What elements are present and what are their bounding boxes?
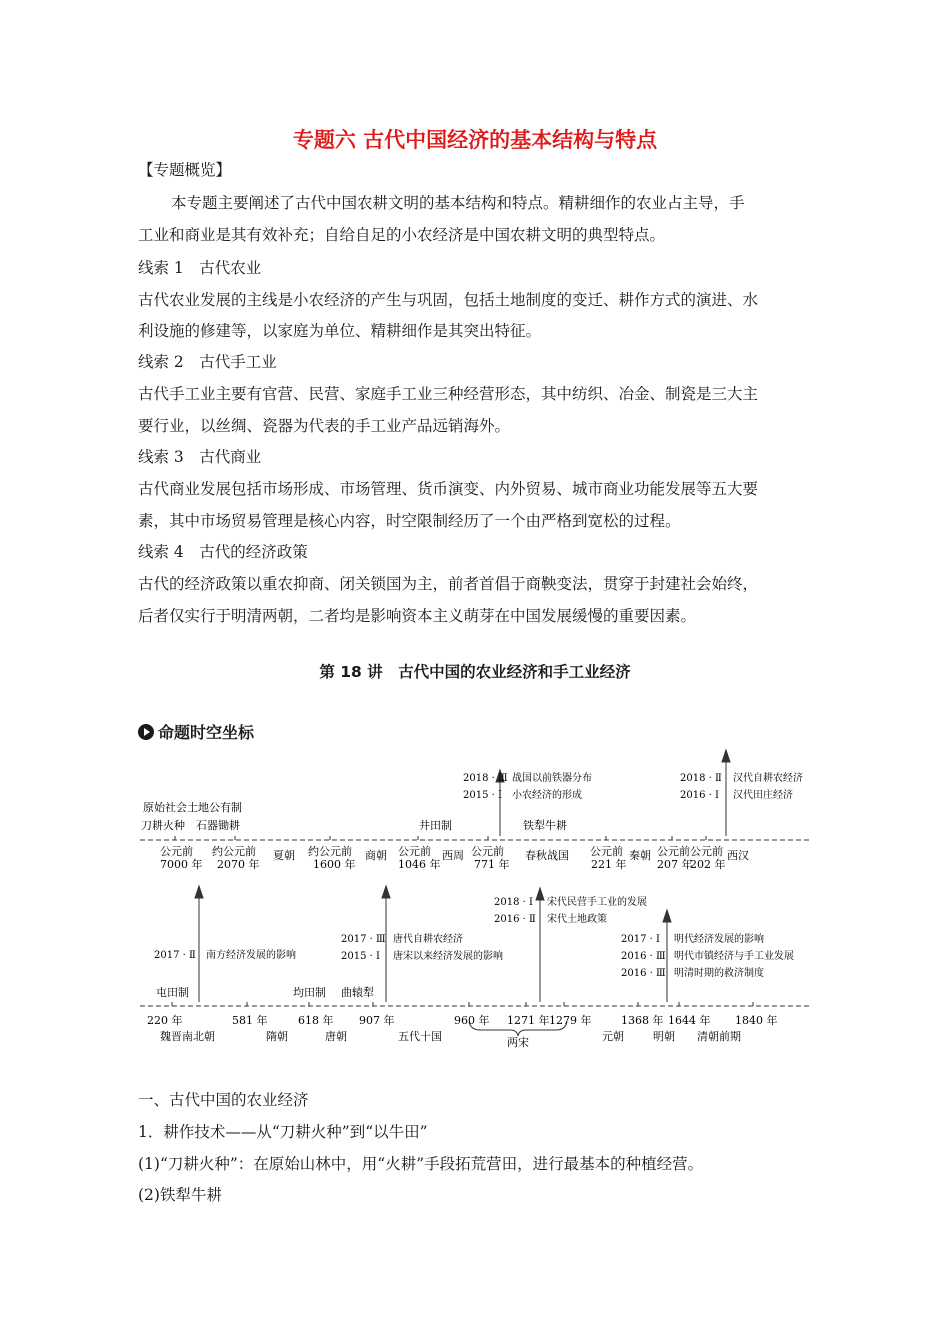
tl1-jingtian: 井田制 [419,819,452,832]
tl1-e1-text2: 小农经济的形成 [512,790,582,801]
tl2-label: 五代十国 [398,1030,442,1043]
tl2-e4-year2: 2016 · Ⅲ [621,951,666,962]
tl2-label: 1271 年 [507,1014,550,1027]
tl1-tieli: 铁犁牛耕 [523,819,567,832]
tl1-e2-text2: 汉代田庄经济 [733,790,793,801]
clue-2-title: 线索 2 古代手工业 [138,353,277,371]
tl1-label: 221 年 [591,858,627,871]
tl1-label: 西汉 [727,849,749,862]
section-item-1-1: (1)“刀耕火种”：在原始山林中，用“火耕”手段拓荒营田，进行最基本的种植经营。 [138,1155,704,1173]
tl2-e3-text1: 宋代民营手工业的发展 [547,897,647,908]
tl1-label: 约公元前 [308,845,352,858]
tl1-label: 1600 年 [313,858,356,871]
overview-intro-line-1: 本专题主要阐述了古代中国农耕文明的基本结构和特点。精耕细作的农业占主导，手 [171,194,745,212]
tl1-label: 公元前 [471,845,504,858]
tl2-label: 1644 年 [668,1014,711,1027]
timeline-diagram [0,740,950,1060]
clue-3-line-1: 古代商业发展包括市场形成、市场管理、货币演变、内外贸易、城市商业功能发展等五大要 [138,480,759,498]
tl2-label: 唐朝 [325,1030,347,1043]
tl2-tuntian: 屯田制 [156,986,189,999]
tl2-e4-year1: 2017 · Ⅰ [621,934,660,945]
tl2-e4-text2: 明代市镇经济与手工业发展 [674,951,794,962]
tl2-quyuanli: 曲辕犁 [341,986,374,999]
tl2-label: 618 年 [298,1014,334,1027]
clue-4-line-2: 后者仅实行于明清两朝，二者均是影响资本主义萌芽在中国发展缓慢的重要因素。 [138,607,697,625]
tl1-e2-year2: 2016 · Ⅰ [680,790,719,801]
clue-1-line-2: 利设施的修建等，以家庭为单位、精耕细作是其突出特征。 [138,322,542,340]
tl2-e2-year1: 2017 · Ⅲ [341,934,386,945]
tl2-label: 两宋 [507,1036,529,1049]
clue-4-title: 线索 4 古代的经济政策 [138,543,308,561]
tl2-e3-text2: 宋代土地政策 [547,914,607,925]
tl1-e2-year1: 2018 · Ⅱ [680,773,722,784]
tl1-label: 207 年 [657,858,693,871]
tl2-label: 隋朝 [266,1030,288,1043]
tl1-label: 秦朝 [629,849,651,862]
tl1-daogeng: 刀耕火种 [141,819,185,832]
tl2-e2-year2: 2015 · Ⅰ [341,951,380,962]
play-circle-icon [138,724,154,740]
tl2-label: 581 年 [232,1014,268,1027]
tl2-e1-text: 南方经济发展的影响 [206,950,296,961]
clue-2-line-1: 古代手工业主要有官营、民营、家庭手工业三种经营形态，其中纺织、冶金、制瓷是三大主 [138,385,759,403]
tl1-label: 7000 年 [160,858,203,871]
section-item-1-2: (2)铁犁牛耕 [138,1186,222,1204]
tl1-label: 公元前 [690,845,723,858]
tl2-e3-year1: 2018 · Ⅰ [494,897,533,908]
tl2-e2-text2: 唐宋以来经济发展的影响 [393,951,503,962]
overview-heading: 【专题概览】 [138,161,232,179]
tl1-yuanshi: 原始社会土地公有制 [143,801,242,814]
tl1-label: 1046 年 [398,858,441,871]
tl2-label: 220 年 [147,1014,183,1027]
tl1-label: 公元前 [160,845,193,858]
tl1-label: 公元前 [398,845,431,858]
tl2-label: 1279 年 [549,1014,592,1027]
clue-3-line-2: 素，其中市场贸易管理是核心内容，时空限制经历了一个由严格到宽松的过程。 [138,512,681,530]
tl2-label: 明朝 [653,1030,675,1043]
clue-4-line-1: 古代的经济政策以重农抑商、闭关锁国为主，前者首倡于商鞅变法，贯穿于封建社会始终， [138,575,759,593]
timeline-tag-label: 命题时空坐标 [158,723,255,742]
tl1-label: 春秋战国 [525,849,569,862]
clue-1-title: 线索 1 古代农业 [138,259,262,277]
tl1-e1-year2: 2015 · Ⅰ [463,790,502,801]
tl2-label: 1368 年 [621,1014,664,1027]
tl1-label: 771 年 [474,858,510,871]
tl1-e2-text1: 汉代自耕农经济 [733,773,803,784]
tl1-e1-text1: 战国以前铁器分布 [512,773,592,784]
tl2-label: 魏晋南北朝 [160,1030,215,1043]
tl2-label: 960 年 [454,1014,490,1027]
clue-1-line-1: 古代农业发展的主线是小农经济的产生与巩固，包括土地制度的变迁、耕作方式的演进、水 [138,291,759,309]
tl2-e4-text3: 明清时期的救济制度 [674,968,764,979]
tl1-shiqi: 石器锄耕 [196,819,240,832]
tl1-label: 202 年 [690,858,726,871]
clue-2-line-2: 要行业，以丝绸、瓷器为代表的手工业产品远销海外。 [138,417,511,435]
overview-intro-line-2: 工业和商业是其有效补充；自给自足的小农经济是中国农耕文明的典型特点。 [138,226,666,244]
tl1-label: 夏朝 [273,849,295,862]
tl2-e3-year2: 2016 · Ⅱ [494,914,536,925]
page-title: 专题六 古代中国经济的基本结构与特点 [292,128,658,152]
tl2-e2-text1: 唐代自耕农经济 [393,934,463,945]
tl2-label: 清朝前期 [697,1030,741,1043]
tl2-juntian: 均田制 [293,986,326,999]
clue-3-title: 线索 3 古代商业 [138,448,262,466]
tl2-label: 907 年 [359,1014,395,1027]
tl2-label: 元朝 [602,1030,624,1043]
tl1-label: 公元前 [590,845,623,858]
tl1-label: 西周 [442,849,464,862]
tl1-label: 公元前 [657,845,690,858]
tl1-label: 约公元前 [212,845,256,858]
tl2-e1-year: 2017 · Ⅱ [154,950,196,961]
tl1-label: 2070 年 [217,858,260,871]
tl1-label: 商朝 [365,849,387,862]
tl2-e4-year3: 2016 · Ⅲ [621,968,666,979]
tl2-label: 1840 年 [735,1014,778,1027]
section-heading: 一、古代中国的农业经济 [138,1091,309,1109]
tl2-e4-text1: 明代经济发展的影响 [674,934,764,945]
section-item-1: 1．耕作技术——从“刀耕火种”到“以牛田” [138,1123,428,1141]
lecture-title: 第 18 讲 古代中国的农业经济和手工业经济 [319,663,631,681]
tl1-e1-year1: 2018 · Ⅲ [463,773,508,784]
